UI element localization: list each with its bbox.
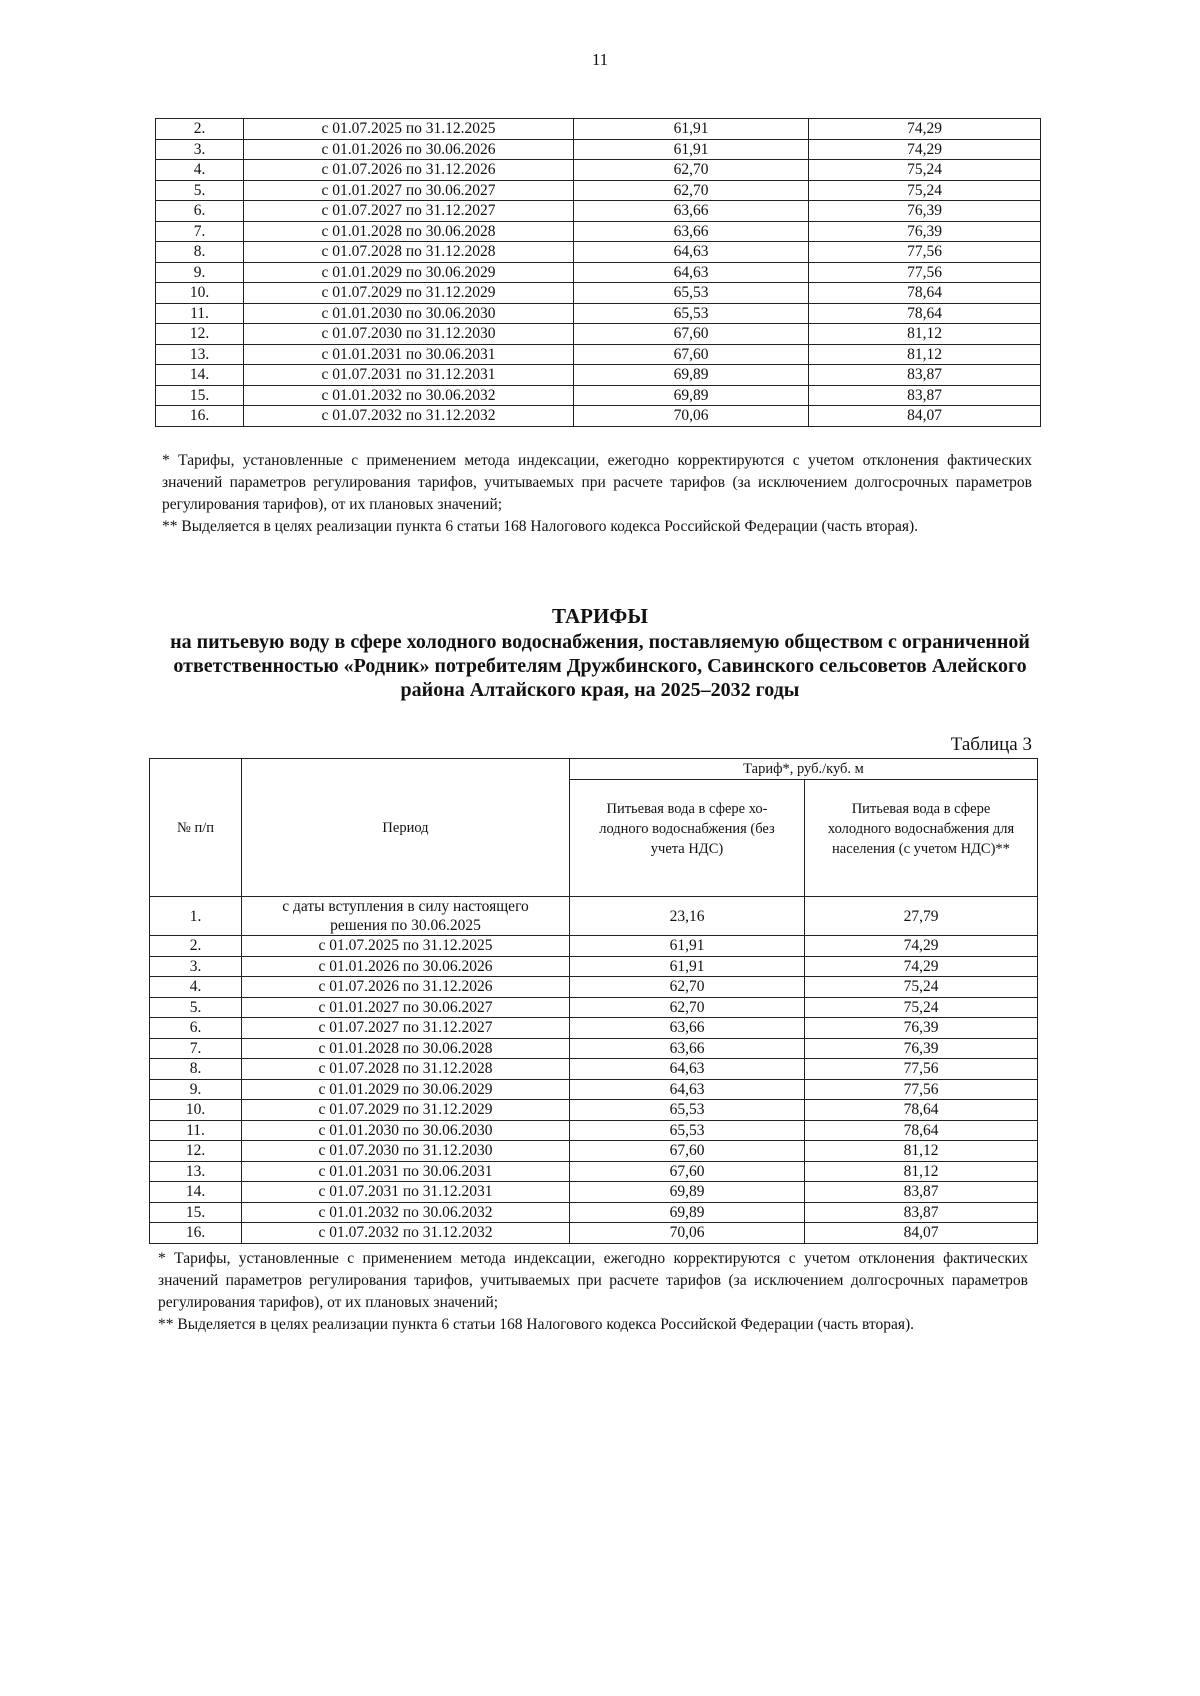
table-row (150, 897, 1038, 936)
period: с 01.07.2032 по 31.12.2032 (242, 1223, 570, 1244)
table-row (150, 956, 1038, 977)
tariff-with-vat: 81,12 (809, 344, 1041, 365)
period: с 01.07.2031 по 31.12.2031 (244, 365, 574, 386)
tariff-without-vat: 62,70 (570, 997, 805, 1018)
tariff-with-vat: 83,87 (809, 365, 1041, 386)
tariff-table-3 (149, 758, 1038, 1244)
tariff-with-vat: 78,64 (805, 1100, 1038, 1121)
table-row (150, 1100, 1038, 1121)
tariff-with-vat: 74,29 (805, 956, 1038, 977)
tariff-with-vat: 84,07 (809, 406, 1041, 427)
tariff-without-vat: 65,53 (570, 1120, 805, 1141)
tariff-with-vat: 77,56 (805, 1059, 1038, 1080)
period: с 01.01.2026 по 30.06.2026 (242, 956, 570, 977)
row-number: 6. (150, 1018, 242, 1039)
row-number: 6. (156, 201, 244, 222)
tariff-with-vat: 75,24 (809, 160, 1041, 181)
period: с 01.01.2029 по 30.06.2029 (242, 1079, 570, 1100)
tariff-without-vat: 64,63 (570, 1079, 805, 1100)
tariff-without-vat: 69,89 (570, 1182, 805, 1203)
tariff-with-vat: 76,39 (805, 1018, 1038, 1039)
table-row (150, 1141, 1038, 1162)
table-row (156, 283, 1041, 304)
table-row (150, 1018, 1038, 1039)
period: с 01.07.2027 по 31.12.2027 (244, 201, 574, 222)
page-number: 11 (591, 50, 609, 69)
footnotes-1 (162, 450, 1032, 538)
table-row (150, 1202, 1038, 1223)
tariff-with-vat: 83,87 (809, 385, 1041, 406)
footnote-indexation: * Тарифы, установленные с применением метода индексации, ежегодно корректируются с учетом отклонения фактических значений параметров регулирования тарифов, учитываемых при расчете тарифов (за исключением долгосрочных параметров регулирования тарифов), от их плановых значений; (158, 1250, 1028, 1311)
tariff-with-vat: 77,56 (805, 1079, 1038, 1100)
period: с 01.07.2029 по 31.12.2029 (242, 1100, 570, 1121)
period: с 01.07.2025 по 31.12.2025 (242, 936, 570, 957)
row-number: 3. (156, 139, 244, 160)
tariff-with-vat: 75,24 (805, 977, 1038, 998)
tariff-with-vat: 76,39 (809, 201, 1041, 222)
row-number: 4. (156, 160, 244, 181)
section-subtitle: на питьевую воду в сфере холодного водоснабжения, поставляемую обществом с ограниченной ответственностью «Родник» потребителям Дружбинского, Савинского сельсоветов Алейского района Алтайского края, на 2025–2032 годы (170, 631, 1030, 701)
tariff-with-vat: 78,64 (805, 1120, 1038, 1141)
row-number: 12. (150, 1141, 242, 1162)
table-row (156, 344, 1041, 365)
table-row (156, 365, 1041, 386)
table-row (156, 180, 1041, 201)
row-number: 13. (156, 344, 244, 365)
tariff-without-vat: 62,70 (570, 977, 805, 998)
tariff-without-vat: 63,66 (570, 1038, 805, 1059)
tariff-without-vat: 65,53 (570, 1100, 805, 1121)
table-row (150, 1038, 1038, 1059)
period: с 01.01.2031 по 30.06.2031 (244, 344, 574, 365)
tariff-with-vat: 76,39 (809, 221, 1041, 242)
period: с 01.07.2029 по 31.12.2029 (244, 283, 574, 304)
tariff-without-vat: 67,60 (570, 1161, 805, 1182)
tariff-without-vat: 67,60 (574, 324, 809, 345)
tariff-without-vat: 61,91 (574, 119, 809, 140)
table-row (156, 262, 1041, 283)
period: с 01.07.2028 по 31.12.2028 (242, 1059, 570, 1080)
period: с 01.01.2028 по 30.06.2028 (242, 1038, 570, 1059)
period: с 01.01.2032 по 30.06.2032 (244, 385, 574, 406)
header-num: № п/п (150, 759, 242, 897)
tariff-without-vat: 61,91 (574, 139, 809, 160)
header-tariff-group: Тариф*, руб./куб. м (570, 759, 1038, 780)
table-row (156, 221, 1041, 242)
row-number: 13. (150, 1161, 242, 1182)
row-number: 1. (150, 897, 242, 936)
tariff-with-vat: 78,64 (809, 283, 1041, 304)
footnote-indexation: * Тарифы, установленные с применением метода индексации, ежегодно корректируются с учетом отклонения фактических значений параметров регулирования тарифов, учитываемых при расчете тарифов (за исключением долгосрочных параметров регулирования тарифов), от их плановых значений; (162, 452, 1032, 513)
row-number: 11. (150, 1120, 242, 1141)
row-number: 10. (156, 283, 244, 304)
row-number: 15. (156, 385, 244, 406)
tariff-without-vat: 64,63 (574, 242, 809, 263)
row-number: 8. (150, 1059, 242, 1080)
tariff-without-vat: 70,06 (574, 406, 809, 427)
period: с 01.07.2026 по 31.12.2026 (242, 977, 570, 998)
period: с 01.07.2028 по 31.12.2028 (244, 242, 574, 263)
tariff-without-vat: 63,66 (574, 221, 809, 242)
tariff-with-vat: 74,29 (809, 119, 1041, 140)
row-number: 3. (150, 956, 242, 977)
tariff-without-vat: 63,66 (570, 1018, 805, 1039)
period: с 01.07.2025 по 31.12.2025 (244, 119, 574, 140)
row-number: 15. (150, 1202, 242, 1223)
tariff-with-vat: 75,24 (809, 180, 1041, 201)
tariff-with-vat: 78,64 (809, 303, 1041, 324)
footnotes-2 (158, 1248, 1028, 1336)
table-row (150, 1059, 1038, 1080)
tariff-without-vat: 63,66 (574, 201, 809, 222)
period: с 01.01.2032 по 30.06.2032 (242, 1202, 570, 1223)
tariff-with-vat: 77,56 (809, 242, 1041, 263)
table-row (156, 303, 1041, 324)
row-number: 8. (156, 242, 244, 263)
tariff-with-vat: 77,56 (809, 262, 1041, 283)
row-number: 5. (150, 997, 242, 1018)
row-number: 12. (156, 324, 244, 345)
tariff-with-vat: 27,79 (805, 897, 1038, 936)
row-number: 11. (156, 303, 244, 324)
header-without-vat: Питьевая вода в сфере хо-лодного водоснабжения (без учета НДС) (570, 780, 805, 897)
period: с 01.01.2026 по 30.06.2026 (244, 139, 574, 160)
table-row (150, 1161, 1038, 1182)
row-number: 7. (156, 221, 244, 242)
table-row (150, 997, 1038, 1018)
tariff-without-vat: 64,63 (574, 262, 809, 283)
table-row (150, 936, 1038, 957)
tariff-with-vat: 83,87 (805, 1182, 1038, 1203)
table-row (156, 119, 1041, 140)
period: с 01.01.2027 по 30.06.2027 (242, 997, 570, 1018)
tariff-without-vat: 62,70 (574, 160, 809, 181)
header-with-vat: Питьевая вода в сфере холодного водоснабжения для населения (с учетом НДС)** (805, 780, 1038, 897)
table-row (150, 1182, 1038, 1203)
period: с 01.07.2031 по 31.12.2031 (242, 1182, 570, 1203)
tariff-without-vat: 65,53 (574, 303, 809, 324)
header-period: Период (242, 759, 570, 897)
tariff-with-vat: 74,29 (805, 936, 1038, 957)
row-number: 2. (150, 936, 242, 957)
period: с 01.07.2030 по 31.12.2030 (242, 1141, 570, 1162)
table-row (150, 1120, 1038, 1141)
row-number: 2. (156, 119, 244, 140)
tariff-without-vat: 64,63 (570, 1059, 805, 1080)
section-title: ТАРИФЫ (552, 604, 648, 628)
row-number: 16. (150, 1223, 242, 1244)
period: с 01.07.2027 по 31.12.2027 (242, 1018, 570, 1039)
tariff-without-vat: 62,70 (574, 180, 809, 201)
tariff-with-vat: 75,24 (805, 997, 1038, 1018)
table-row (156, 160, 1041, 181)
tariff-without-vat: 70,06 (570, 1223, 805, 1244)
period: с 01.01.2031 по 30.06.2031 (242, 1161, 570, 1182)
tariff-with-vat: 74,29 (809, 139, 1041, 160)
period: с 01.01.2027 по 30.06.2027 (244, 180, 574, 201)
period: с даты вступления в силу настоящего решения по 30.06.2025 (242, 897, 570, 936)
period: с 01.07.2026 по 31.12.2026 (244, 160, 574, 181)
tariff-without-vat: 61,91 (570, 956, 805, 977)
table-label: Таблица 3 (950, 734, 1032, 755)
row-number: 4. (150, 977, 242, 998)
table-row (156, 324, 1041, 345)
table-row (150, 1223, 1038, 1244)
tariff-table-continued (155, 118, 1041, 427)
row-number: 5. (156, 180, 244, 201)
table-row (150, 1079, 1038, 1100)
footnote-vat: ** Выделяется в целях реализации пункта 6 статьи 168 Налогового кодекса Российской Федерации (часть вторая). (158, 1316, 915, 1333)
row-number: 14. (150, 1182, 242, 1203)
tariff-without-vat: 67,60 (574, 344, 809, 365)
period: с 01.01.2030 по 30.06.2030 (242, 1120, 570, 1141)
row-number: 16. (156, 406, 244, 427)
tariff-without-vat: 69,89 (574, 385, 809, 406)
period: с 01.07.2032 по 31.12.2032 (244, 406, 574, 427)
tariff-with-vat: 83,87 (805, 1202, 1038, 1223)
table-row (156, 385, 1041, 406)
tariff-with-vat: 84,07 (805, 1223, 1038, 1244)
table-row (150, 977, 1038, 998)
tariff-without-vat: 23,16 (570, 897, 805, 936)
table-row (156, 139, 1041, 160)
footnote-vat: ** Выделяется в целях реализации пункта 6 статьи 168 Налогового кодекса Российской Федерации (часть вторая). (162, 518, 919, 535)
tariff-with-vat: 81,12 (805, 1141, 1038, 1162)
tariff-without-vat: 69,89 (570, 1202, 805, 1223)
table-row (156, 201, 1041, 222)
table-row (156, 242, 1041, 263)
row-number: 9. (150, 1079, 242, 1100)
tariff-without-vat: 65,53 (574, 283, 809, 304)
tariff-without-vat: 69,89 (574, 365, 809, 386)
period: с 01.01.2029 по 30.06.2029 (244, 262, 574, 283)
tariff-with-vat: 81,12 (809, 324, 1041, 345)
row-number: 7. (150, 1038, 242, 1059)
tariff-without-vat: 67,60 (570, 1141, 805, 1162)
period: с 01.01.2028 по 30.06.2028 (244, 221, 574, 242)
tariff-without-vat: 61,91 (570, 936, 805, 957)
period: с 01.01.2030 по 30.06.2030 (244, 303, 574, 324)
row-number: 14. (156, 365, 244, 386)
row-number: 9. (156, 262, 244, 283)
table-row (156, 406, 1041, 427)
period: с 01.07.2030 по 31.12.2030 (244, 324, 574, 345)
row-number: 10. (150, 1100, 242, 1121)
tariff-with-vat: 76,39 (805, 1038, 1038, 1059)
tariff-with-vat: 81,12 (805, 1161, 1038, 1182)
